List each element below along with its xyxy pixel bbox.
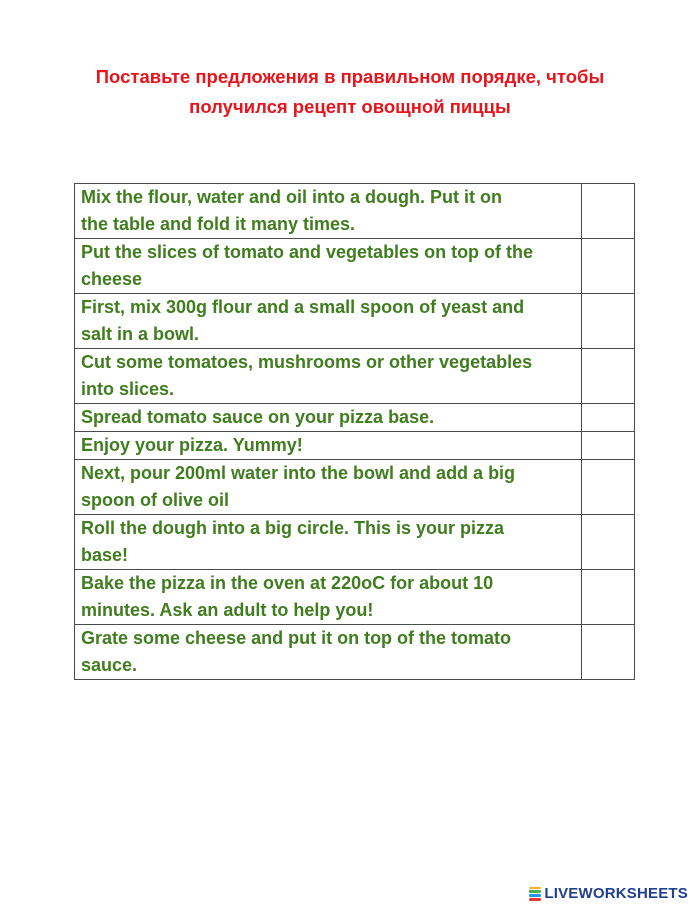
step-text-line: Grate some cheese and put it on top of the tomato xyxy=(81,628,512,648)
step-text-line: minutes. Ask an adult to help you! xyxy=(81,600,374,620)
step-text-cell xyxy=(75,184,582,239)
step-text-line: Enjoy your pizza. Yummy! xyxy=(81,435,303,455)
answer-cell[interactable] xyxy=(581,570,634,625)
step-text-line: cheese xyxy=(81,269,143,289)
worksheet-instructions xyxy=(0,62,700,122)
answer-cell[interactable] xyxy=(581,460,634,515)
table-row xyxy=(75,432,635,460)
logo-stripe xyxy=(529,898,541,901)
step-text-line: Next, pour 200ml water into the bowl and add a big xyxy=(81,463,516,483)
answer-cell[interactable] xyxy=(581,349,634,404)
step-text-cell xyxy=(75,404,582,432)
step-text-line: Mix the flour, water and oil into a dough. Put it on xyxy=(81,187,502,207)
step-text-line: sauce. xyxy=(81,655,138,675)
step-text-line: Bake the pizza in the oven at 220oC for about 10 xyxy=(81,573,494,593)
step-text-line: into slices. xyxy=(81,379,175,399)
recipe-steps-body xyxy=(75,184,635,680)
answer-cell[interactable] xyxy=(581,404,634,432)
table-row xyxy=(75,515,635,570)
answer-cell[interactable] xyxy=(581,432,634,460)
step-text-cell xyxy=(75,432,582,460)
table-row xyxy=(75,625,635,680)
step-text-cell xyxy=(75,294,582,349)
answer-cell[interactable] xyxy=(581,239,634,294)
table-row xyxy=(75,460,635,515)
table-row xyxy=(75,570,635,625)
step-text-cell xyxy=(75,239,582,294)
step-text-line: Roll the dough into a big circle. This is your pizza xyxy=(81,518,505,538)
step-text-cell xyxy=(75,349,582,404)
step-text-line: Put the slices of tomato and vegetables on top of the xyxy=(81,242,534,262)
logo-stripe xyxy=(529,887,541,890)
liveworksheets-brand xyxy=(529,885,688,902)
table-row xyxy=(75,404,635,432)
brand-text: LIVEWORKSHEETS xyxy=(544,885,688,902)
logo-stripe xyxy=(529,894,541,897)
step-text-line: the table and fold it many times. xyxy=(81,214,356,234)
instructions-line-2: получился рецепт овощной пиццы xyxy=(189,96,511,117)
answer-cell[interactable] xyxy=(581,625,634,680)
answer-cell[interactable] xyxy=(581,294,634,349)
step-text-line: Cut some tomatoes, mushrooms or other vegetables xyxy=(81,352,533,372)
answer-cell[interactable] xyxy=(581,184,634,239)
table-row xyxy=(75,239,635,294)
step-text-cell xyxy=(75,625,582,680)
step-text-line: Spread tomato sauce on your pizza base. xyxy=(81,407,435,427)
step-text-line: salt in a bowl. xyxy=(81,324,200,344)
table-row xyxy=(75,294,635,349)
table-row xyxy=(75,184,635,239)
liveworksheets-logo-icon xyxy=(529,887,541,901)
logo-stripe xyxy=(529,890,541,893)
recipe-steps-table xyxy=(74,183,635,680)
table-row xyxy=(75,349,635,404)
step-text-line: spoon of olive oil xyxy=(81,490,229,510)
step-text-line: First, mix 300g flour and a small spoon of yeast and xyxy=(81,297,525,317)
step-text-cell xyxy=(75,515,582,570)
answer-cell[interactable] xyxy=(581,515,634,570)
instructions-line-1: Поставьте предложения в правильном порядке, чтобы xyxy=(95,66,605,87)
step-text-line: base! xyxy=(81,545,129,565)
step-text-cell xyxy=(75,460,582,515)
step-text-cell xyxy=(75,570,582,625)
